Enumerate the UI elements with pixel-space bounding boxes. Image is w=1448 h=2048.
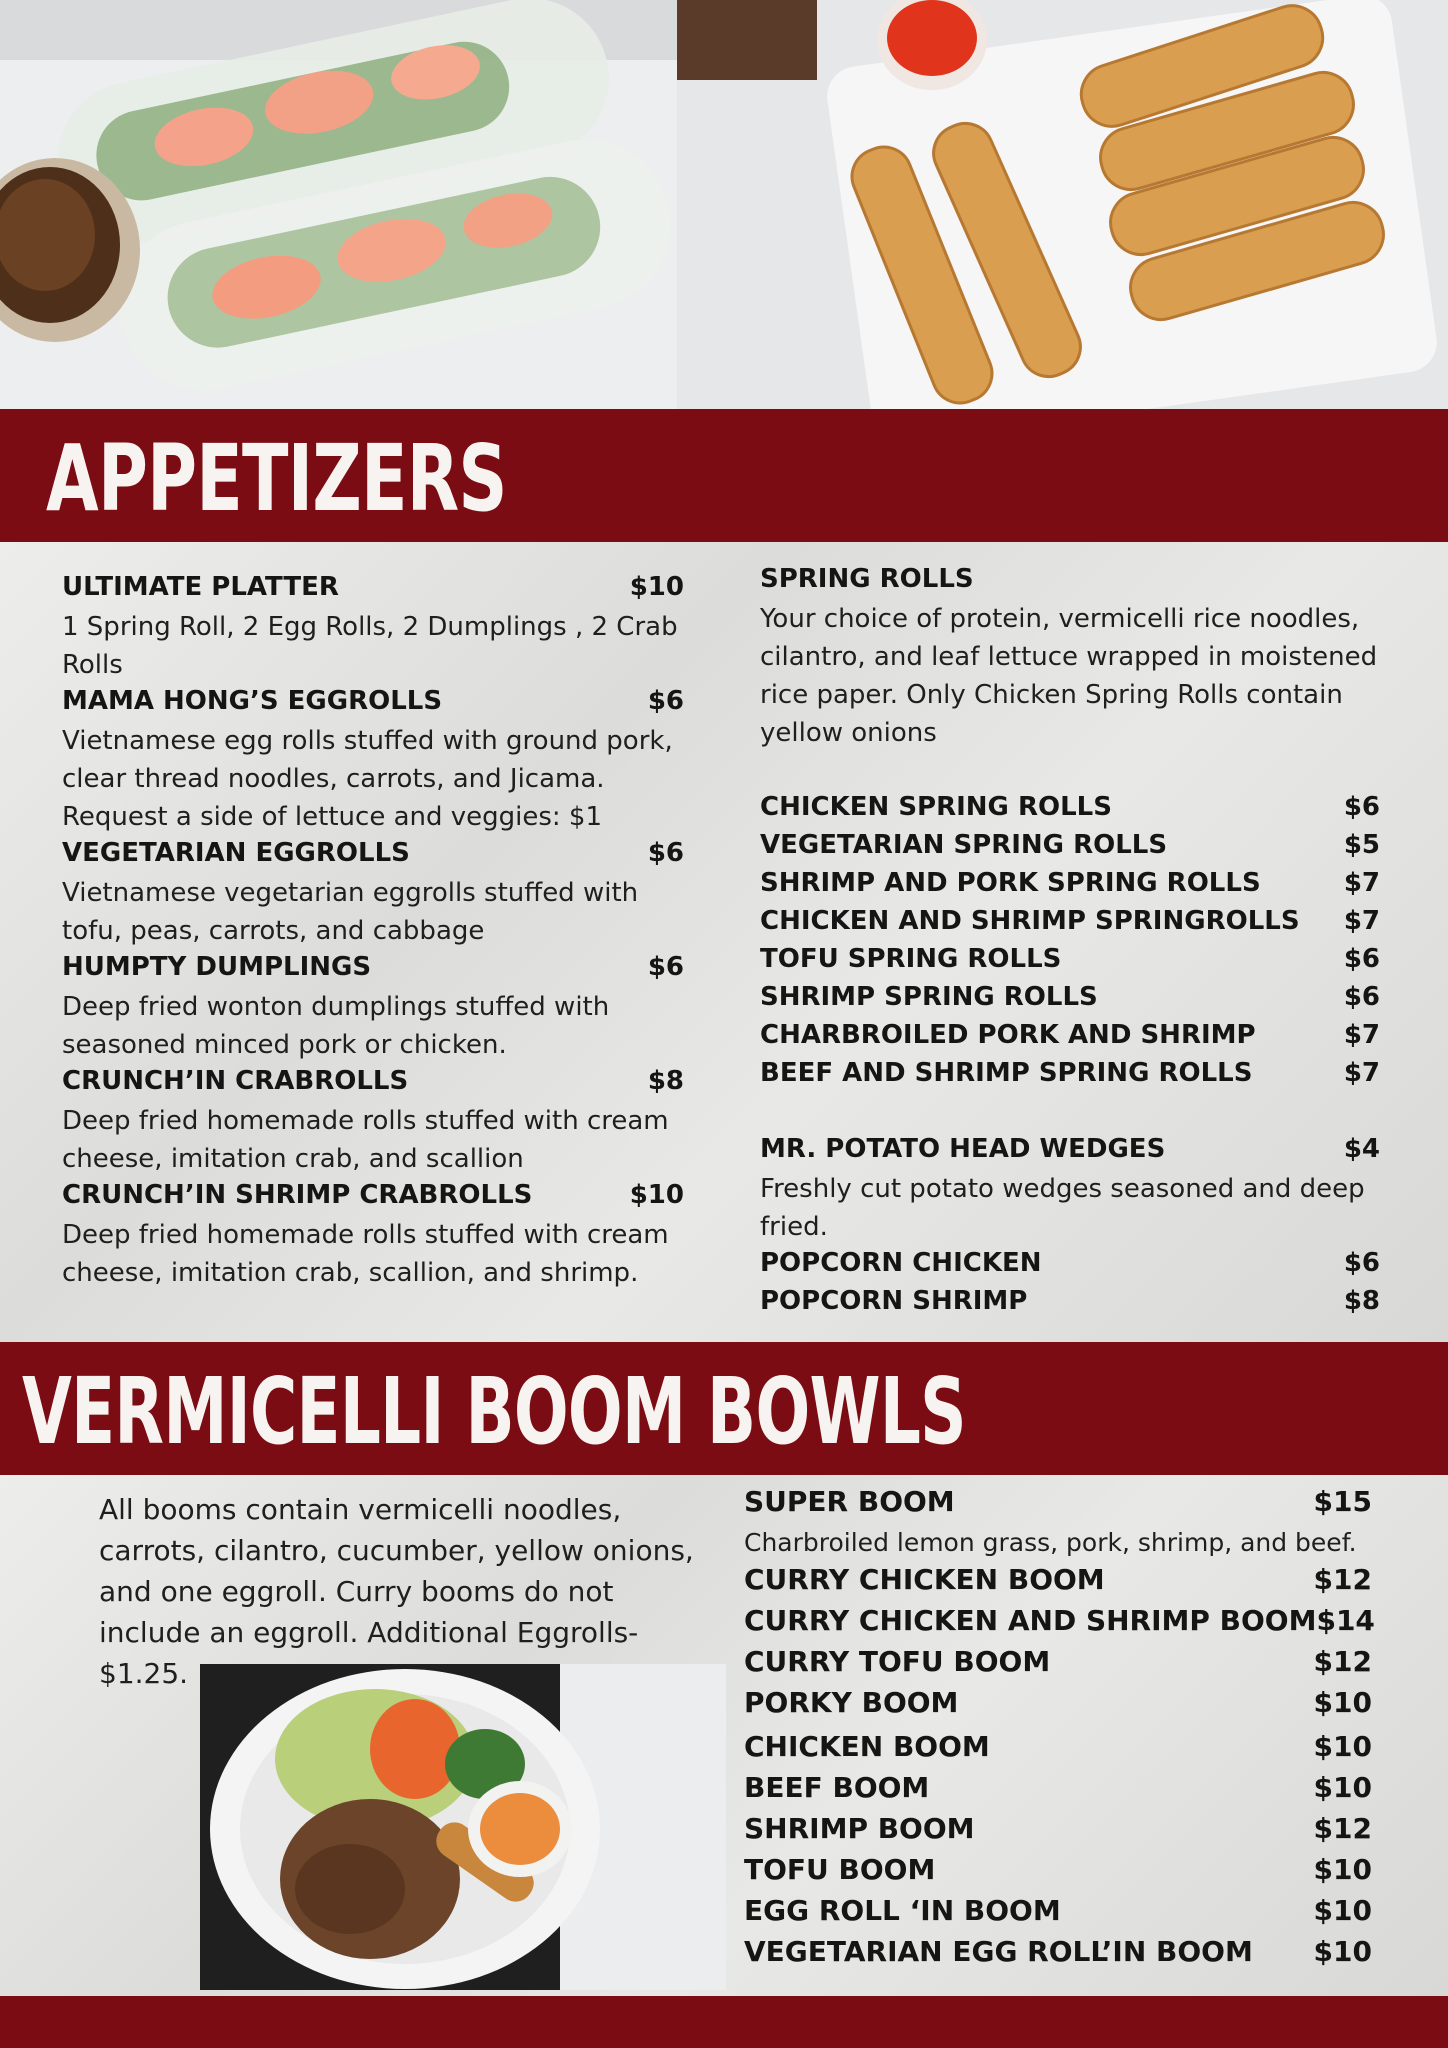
boom-item [744,1935,1372,1968]
description-line: Deep fried homemade rolls stuffed with cream [62,1106,669,1136]
appetizer-item [62,1066,684,1096]
item-description [62,1216,669,1292]
description-line: seasoned minced pork or chicken. [62,1030,507,1060]
spring-roll-item [760,792,1380,822]
boom-bowls-banner [0,1342,1448,1475]
vermicelli-bowl-photo [200,1664,726,1990]
description-line: Deep fried homemade rolls stuffed with cream [62,1220,669,1250]
item-price: $6 [647,952,684,982]
item-price: $7 [1343,1020,1380,1050]
item-description [62,874,638,950]
description-line: cheese, imitation crab, scallion, and shrimp. [62,1258,639,1288]
item-name: PORKY BOOM [744,1686,959,1719]
spring-roll-item [760,1020,1380,1050]
item-name: CHICKEN BOOM [744,1730,990,1763]
item-price: $8 [647,1066,684,1096]
spring-rolls-description [760,600,1377,752]
item-price: $6 [1343,1248,1380,1278]
boom-bowls-title: VERMICELLI BOOM BOWLS [22,1358,966,1465]
description-line: $1.25. [99,1657,189,1690]
boom-item [744,1730,1372,1763]
item-name: VEGETARIAN EGG ROLL’IN BOOM [744,1935,1253,1968]
item-name: BEEF AND SHRIMP SPRING ROLLS [760,1058,1253,1088]
item-name: SHRIMP SPRING ROLLS [760,982,1098,1012]
egg-rolls-photo [677,0,1448,409]
potato-wedges-item [760,1134,1380,1164]
super-boom-item [744,1485,1372,1518]
boom-item [744,1604,1375,1637]
item-name: SHRIMP AND PORK SPRING ROLLS [760,868,1261,898]
item-price: $14 [1316,1604,1375,1637]
boom-item [744,1771,1372,1804]
item-name: SUPER BOOM [744,1485,955,1518]
item-price: $10 [1313,1894,1372,1927]
boom-item [744,1686,1372,1719]
description-line: tofu, peas, carrots, and cabbage [62,916,485,946]
item-name: POPCORN CHICKEN [760,1248,1042,1278]
description-line: cheese, imitation crab, and scallion [62,1144,524,1174]
item-name: CRUNCH’IN CRABROLLS [62,1066,409,1096]
description-line: Freshly cut potato wedges seasoned and deep [760,1174,1365,1204]
popcorn-item [760,1286,1380,1316]
item-price: $12 [1313,1645,1372,1678]
appetizer-item [62,1180,684,1210]
spring-rolls-heading: SPRING ROLLS [760,564,974,594]
item-price: $6 [647,838,684,868]
item-name: HUMPTY DUMPLINGS [62,952,372,982]
boom-item [744,1812,1372,1845]
item-price: $6 [1343,792,1380,822]
description-line: Request a side of lettuce and veggies: $1 [62,802,603,832]
description-line: Vietnamese vegetarian eggrolls stuffed with [62,878,639,908]
item-price: $10 [1313,1730,1372,1763]
item-price: $12 [1313,1563,1372,1596]
item-price: $7 [1343,1058,1380,1088]
item-name: CURRY CHICKEN AND SHRIMP BOOM [744,1604,1317,1637]
item-name: VEGETARIAN SPRING ROLLS [760,830,1168,860]
description-line: Vietnamese egg rolls stuffed with ground pork, [62,726,673,756]
description-line: fried. [760,1212,828,1242]
spring-rolls-photo [0,0,677,409]
item-price: $10 [629,572,684,602]
item-name: TOFU SPRING ROLLS [760,944,1062,974]
item-description [62,988,609,1064]
spring-roll-item [760,944,1380,974]
item-description [62,722,673,836]
appetizer-item [62,686,684,716]
item-description [760,1170,1365,1246]
description-line: carrots, cilantro, cucumber, yellow onions, [99,1534,694,1567]
item-price: $10 [1313,1771,1372,1804]
item-price: $10 [1313,1935,1372,1968]
appetizer-item [62,952,684,982]
item-price: $7 [1343,868,1380,898]
bottom-banner [0,1996,1448,2048]
item-name: CHICKEN AND SHRIMP SPRINGROLLS [760,906,1300,936]
boom-item [744,1853,1372,1886]
item-name: EGG ROLL ‘IN BOOM [744,1894,1061,1927]
item-price: $5 [1343,830,1380,860]
item-price: $6 [647,686,684,716]
spring-roll-item [760,868,1380,898]
item-price: $7 [1343,906,1380,936]
description-line: Your choice of protein, vermicelli rice noodles, [760,604,1360,634]
item-name: BEEF BOOM [744,1771,930,1804]
item-price: $12 [1313,1812,1372,1845]
description-line: and one eggroll. Curry booms do not [99,1575,614,1608]
item-name: MR. POTATO HEAD WEDGES [760,1134,1166,1164]
spring-roll-item [760,1058,1380,1088]
item-price: $6 [1343,982,1380,1012]
item-name: SHRIMP BOOM [744,1812,975,1845]
description-line: All booms contain vermicelli noodles, [99,1493,622,1526]
super-boom-description: Charbroiled lemon grass, pork, shrimp, and beef. [744,1528,1357,1557]
item-name: CURRY TOFU BOOM [744,1645,1051,1678]
description-line: 1 Spring Roll, 2 Egg Rolls, 2 Dumplings , 2 Crab [62,612,678,642]
description-line: rice paper. Only Chicken Spring Rolls contain [760,680,1343,710]
item-name: ULTIMATE PLATTER [62,572,339,602]
item-price: $6 [1343,944,1380,974]
item-price: $10 [1313,1853,1372,1886]
description-line: yellow onions [760,718,937,748]
item-name: POPCORN SHRIMP [760,1286,1028,1316]
item-description [62,1102,669,1178]
item-name: CHICKEN SPRING ROLLS [760,792,1112,822]
spring-roll-item [760,906,1380,936]
appetizer-item [62,572,684,602]
item-price: $15 [1313,1485,1372,1518]
description-line: clear thread noodles, carrots, and Jicama. [62,764,605,794]
item-description [62,608,678,684]
description-line: cilantro, and leaf lettuce wrapped in moistened [760,642,1378,672]
item-name: CRUNCH’IN SHRIMP CRABROLLS [62,1180,533,1210]
spring-roll-item [760,830,1380,860]
boom-item [744,1563,1372,1596]
boom-item [744,1894,1372,1927]
description-line: include an eggroll. Additional Eggrolls- [99,1616,639,1649]
item-price: $4 [1343,1134,1380,1164]
boom-item [744,1645,1372,1678]
appetizers-title: APPETIZERS [46,425,507,532]
item-name: VEGETARIAN EGGROLLS [62,838,410,868]
appetizer-item [62,838,684,868]
item-name: CHARBROILED PORK AND SHRIMP [760,1020,1256,1050]
description-line: Rolls [62,650,123,680]
item-price: $10 [1313,1686,1372,1719]
appetizers-banner [0,409,1448,542]
item-price: $10 [629,1180,684,1210]
spring-roll-item [760,982,1380,1012]
item-name: CURRY CHICKEN BOOM [744,1563,1105,1596]
boom-bowls-intro-text [99,1489,694,1694]
item-price: $8 [1343,1286,1380,1316]
description-line: Deep fried wonton dumplings stuffed with [62,992,610,1022]
item-name: MAMA HONG’S EGGROLLS [62,686,443,716]
popcorn-item [760,1248,1380,1278]
item-name: TOFU BOOM [744,1853,936,1886]
